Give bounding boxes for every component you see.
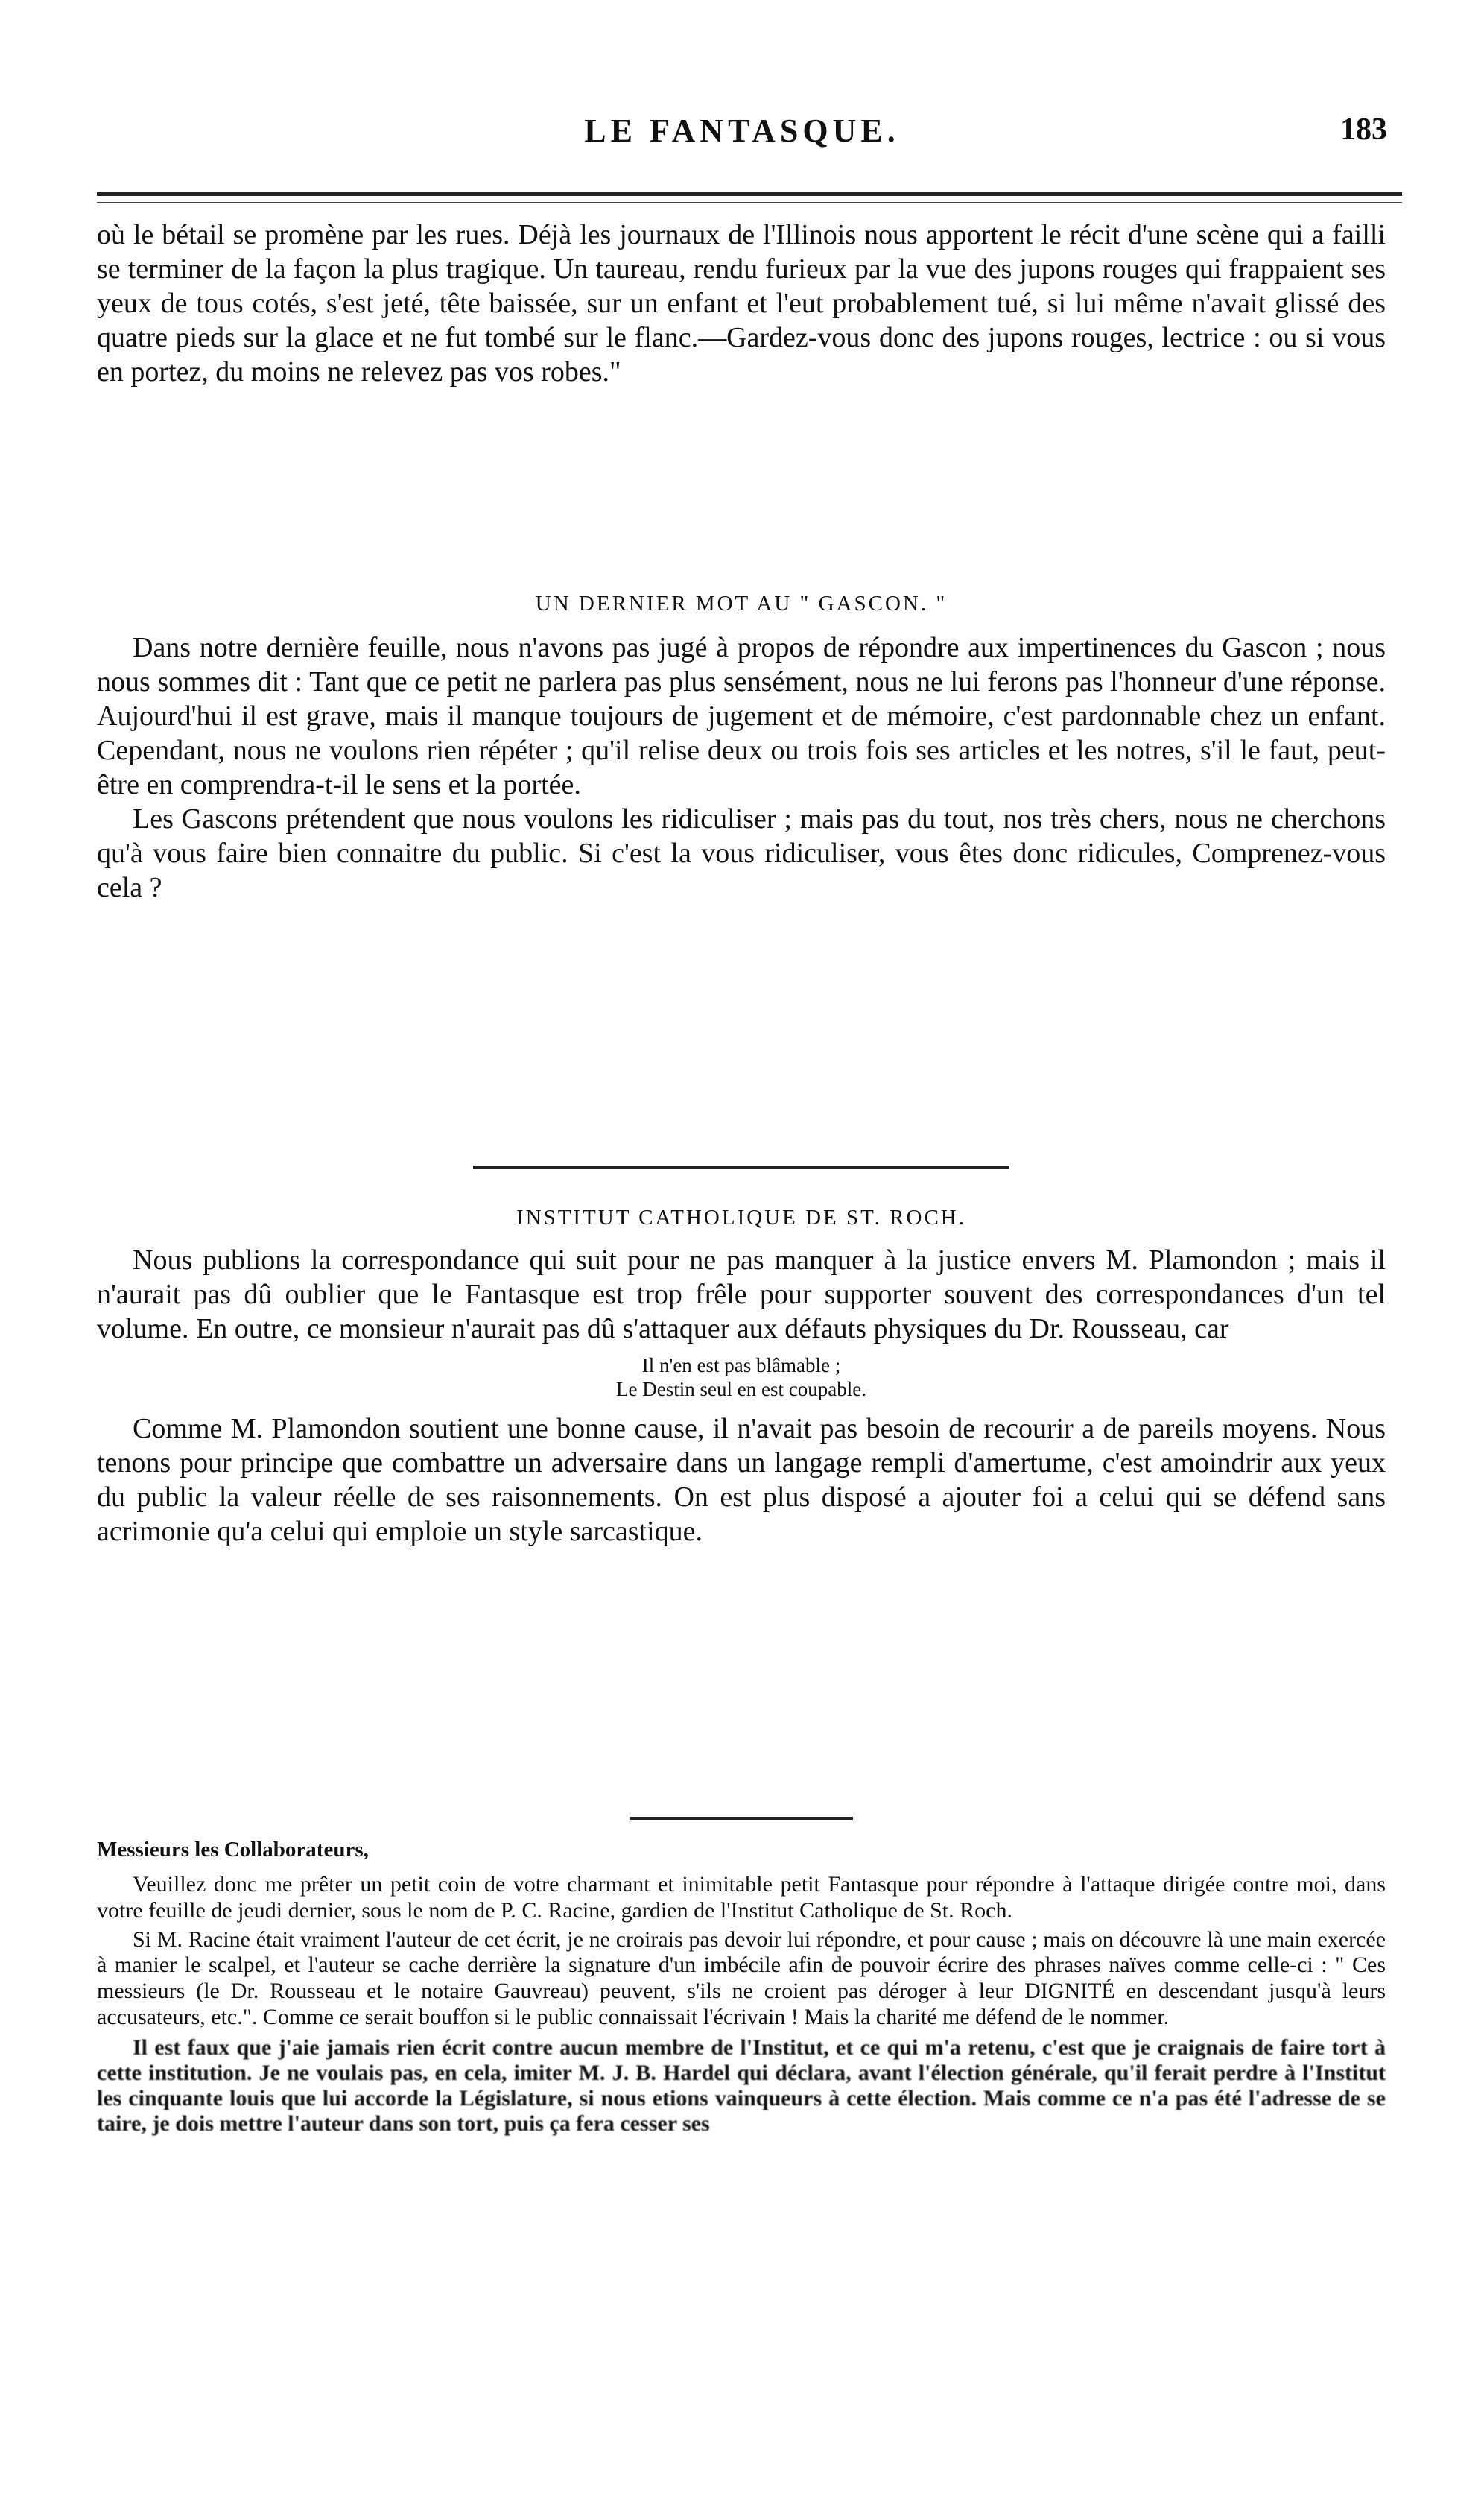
divider-2 xyxy=(97,1817,1386,1820)
divider-1 xyxy=(97,1166,1386,1169)
section-heading-institut: INSTITUT CATHOLIQUE DE ST. ROCH. xyxy=(516,1206,966,1230)
section-institut xyxy=(97,1203,1386,1549)
header-double-rule xyxy=(97,192,1402,203)
letter-divider xyxy=(630,1817,853,1820)
gascon-paragraph-2: Les Gascons prétendent que nous voulons les ridiculiser ; mais pas du tout, nos très chers, nous ne cherchons qu'à vous faire bien connaitre du public. Si c'est la vous ridiculiser, vous êtes donc ridicules, Comprenez-vous cela ? xyxy=(97,803,1386,903)
quote-line-2: Le Destin seul en est coupable. xyxy=(616,1378,866,1400)
intro-paragraph: où le bétail se promène par les rues. Déjà les journaux de l'Illinois nous apportent le récit d'une scène qui a failli se terminer de la façon la plus tragique. Un taureau, rendu furieux par la vue des jupons rouges qui frappaient ses yeux de tous cotés, s'est jeté, tête baissée, sur un enfant et l'eut probablement tué, si lui même n'avait glissé des quatre pieds sur la glace et ne fut tombé sur le flanc.—Gardez-vous donc des jupons rouges, lectrice : ou si vous en portez, du moins ne relevez pas vos robes." xyxy=(97,219,1386,388)
quote-line-1: Il n'en est pas blâmable ; xyxy=(641,1354,841,1376)
letter-paragraph-1: Veuillez donc me prêter un petit coin de votre charmant et inimitable petit Fantasque pour répondre à l'attaque dirigée contre moi, dans votre feuille de jeudi dernier, sous le nom de P. C. Racine, gardien de l'Institut Catholique de St. Roch. xyxy=(97,1872,1386,1923)
page-number: 183 xyxy=(1340,113,1387,147)
letter-salutation: Messieurs les Collaborateurs, xyxy=(97,1838,369,1862)
intro-block xyxy=(97,218,1386,389)
letter xyxy=(97,1835,1386,2137)
letter-paragraph-3: Il est faux que j'aie jamais rien écrit contre aucun membre de l'Institut, et ce qui m'a retenu, c'est que je craignais de faire tort à cette institution. Je ne voulais pas, en cela, imiter M. J. B. Hardel qui déclara, avant l'élection générale, qu'il ferait perdre à l'Institut les cinquante louis que lui accorde la Législature, si nous etions vainqueurs à cette élection. Mais comme ce n'a pas été l'adresse de se taire, je dois mettre l'auteur dans son tort, puis ça fera cesser ses xyxy=(97,2034,1386,2136)
institut-paragraph-2: Comme M. Plamondon soutient une bonne cause, il n'avait pas besoin de recourir a de pareils moyens. Nous tenons pour principe que combattre un adversaire dans un langage rempli d'amertume, c'est amoindrir aux yeux du public la valeur réelle de ses raisonnements. On est plus disposé a ajouter foi a celui qui se défend sans acrimonie qu'a celui qui emploie un style sarcastique. xyxy=(97,1413,1386,1547)
letter-paragraph-2: Si M. Racine était vraiment l'auteur de cet écrit, je ne croirais pas devoir lui répondre, et pour cause ; mais on découvre là une main exercée à manier le scalpel, et l'auteur se cache derrière la signature d'un imbécile afin de pouvoir écrire des phrases naïves comme celle-ci : " Ces messieurs (le Dr. Rousseau et le notaire Gauvreau) peuvent, s'ils ne croient pas déroger à leur DIGNITÉ en descendant jusqu'à leurs accusateurs, etc.". Comme ce serait bouffon si le public connaissait l'écrivain ! Mais la charité me défend de le nommer. xyxy=(97,1926,1386,2029)
running-head xyxy=(97,112,1387,156)
institut-paragraph-1: Nous publions la correspondance qui suit pour ne pas manquer à la justice envers M. Plamondon ; mais il n'aurait pas dû oublier que le Fantasque est trop frêle pour supporter souvent des correspondances d'un tel volume. En outre, ce monsieur n'aurait pas dû s'attaquer aux défauts physiques du Dr. Rousseau, car xyxy=(97,1245,1386,1344)
running-title: LE FANTASQUE. xyxy=(584,113,900,149)
verse-quote xyxy=(97,1353,1386,1401)
section-divider xyxy=(473,1166,1009,1169)
section-gascon xyxy=(97,589,1386,905)
section-heading-gascon: UN DERNIER MOT AU " GASCON. " xyxy=(535,592,948,616)
gascon-paragraph-1: Dans notre dernière feuille, nous n'avons pas jugé à propos de répondre aux impertinences du Gascon ; nous nous sommes dit : Tant que ce petit ne parlera pas plus sensément, nous ne lui ferons pas l'honneur d'une réponse. Aujourd'hui il est grave, mais il manque toujours de jugement et de mémoire, c'est pardonnable chez un enfant. Cependant, nous ne voulons rien répéter ; qu'il relise deux ou trois fois ses articles et les notres, s'il le faut, peut-être en comprendra-t-il le sens et la portée. xyxy=(97,632,1386,800)
